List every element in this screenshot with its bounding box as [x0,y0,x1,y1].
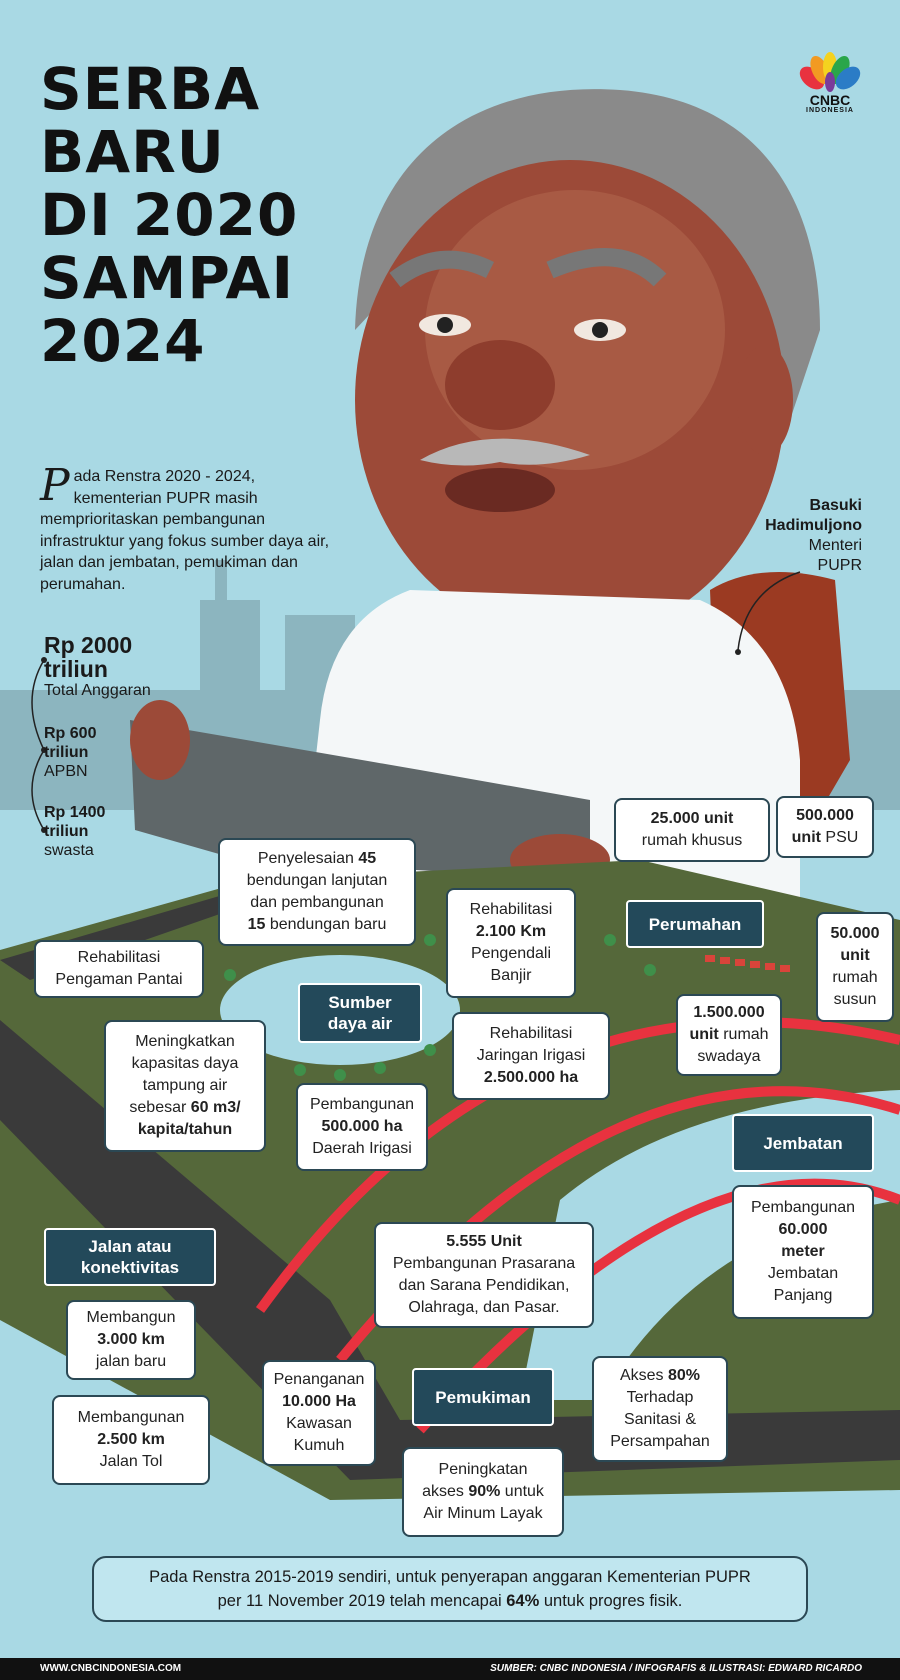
title-line: 2024 [40,307,206,375]
footer-note [92,1556,808,1622]
header-sumber-daya-air [298,983,422,1043]
value: 500.000 [796,807,854,824]
text: Penanganan [273,1371,365,1388]
text: tampung air [142,1077,228,1094]
text: dan pembangunan [250,894,384,911]
box-psu [776,796,874,858]
text: Rehabilitasi [77,949,161,966]
text: per 11 November 2019 telah mencapai [217,1592,507,1610]
box-prasarana [374,1222,594,1328]
text: Sumber [328,993,392,1012]
budget-swasta-value: Rp 1400 [44,804,106,821]
text: Sanitasi & [623,1411,697,1428]
header-perumahan: Perumahan [626,900,764,948]
text: konektivitas [80,1258,180,1277]
value: 60 m3/ [190,1099,241,1116]
text: Pengaman Pantai [55,971,183,988]
box-air-minum [402,1447,564,1537]
text: untuk [500,1483,544,1500]
text: rumah [832,969,878,986]
text: Pengendali [470,945,552,962]
value: 1.500.000 [693,1004,765,1021]
title-line: SERBA [40,55,261,123]
value: 15 [247,916,266,933]
text: Air Minum Layak [423,1505,543,1522]
box-kapasitas [104,1020,266,1152]
text: daya air [327,1014,393,1033]
text: Pada Renstra 2015-2019 sendiri, untuk penyerapan anggaran Kementerian PUPR [149,1568,751,1586]
text: Daerah Irigasi [312,1140,412,1157]
budget-swasta-unit: triliun [44,823,89,840]
person-caption [765,496,862,576]
bottom-bar [0,1658,900,1680]
box-pantai [34,940,204,998]
title-line: BARU [40,118,225,186]
budget-total-value: Rp 2000 [44,632,133,658]
value: unit [689,1026,719,1043]
text: Rehabilitasi [469,901,553,918]
text: bendungan baru [265,916,387,933]
text: untuk progres fisik. [539,1592,683,1610]
text: Olahraga, dan Pasar. [408,1299,560,1316]
value: 500.000 ha [321,1118,403,1135]
box-jalan-baru [66,1300,196,1380]
text: rumah [718,1026,769,1043]
text: Pembangunan [750,1199,856,1216]
value: 2.100 Km [475,923,547,940]
text: Jembatan [767,1265,839,1282]
site-url: WWW.CNBCINDONESIA.COM [40,1663,182,1674]
box-bendungan [218,838,416,946]
text: Kumuh [293,1437,345,1454]
box-irigasi-bangun [296,1083,428,1171]
box-irigasi-rehab [452,1012,610,1100]
text: Panjang [773,1287,833,1304]
text: swadaya [697,1048,761,1065]
value: unit [791,829,821,846]
value: 2.500.000 ha [483,1069,579,1086]
budget-apbn-unit: triliun [44,744,89,761]
logo-sub: INDONESIA [806,107,854,114]
value: unit [840,947,870,964]
text: Pembangunan Prasarana [392,1255,576,1272]
text: kapasitas daya [131,1055,239,1072]
box-banjir [446,888,576,998]
text: Persampahan [610,1433,710,1450]
text: bendungan lanjutan [246,872,388,889]
value: 90% [468,1483,501,1500]
budget-total-unit: triliun [44,656,108,682]
value: 3.000 km [97,1331,165,1348]
budget-apbn-label: APBN [44,763,88,780]
source-credit: SUMBER: CNBC INDONESIA / INFOGRAFIS & ILUSTRASI: EDWARD RICARDO [490,1663,862,1674]
text: jalan baru [95,1353,167,1370]
text: Jaringan Irigasi [476,1047,586,1064]
budget-swasta [44,803,105,860]
box-rumah-khusus [614,798,770,862]
box-rumah-swadaya [676,994,782,1076]
budget-total-label: Total Anggaran [44,682,151,699]
text: Akses [619,1367,668,1384]
person-name: Basuki [809,497,862,514]
text: sebesar [129,1099,191,1116]
text: dan Sarana Pendidikan, [398,1277,570,1294]
title-line: DI 2020 [40,181,299,249]
cnbc-logo [790,52,870,114]
text: rumah khusus [641,832,743,849]
value: 25.000 unit [650,810,734,827]
page-title [40,55,350,375]
intro-text: ada Renstra 2020 - 2024, kementerian PUPR masih memprioritaskan pembangunan infrastruktur yang fokus sumber daya air, jalan dan jembatan, pemukiman dan perumahan. [40,468,330,593]
value: meter [781,1243,825,1260]
header-pemukiman: Pemukiman [412,1368,554,1426]
dropcap: P [40,460,70,511]
intro-paragraph [40,460,340,595]
text: susun [833,991,877,1008]
value: 50.000 [830,925,880,942]
value: 45 [358,850,377,867]
person-role: PUPR [817,557,862,574]
text: PSU [820,829,859,846]
value: 80% [667,1367,701,1384]
text: Jalan Tol [99,1453,163,1470]
value: kapita/tahun [137,1121,233,1138]
text: Pembangunan [309,1096,415,1113]
peacock-icon [798,52,862,92]
text: Peningkatan [438,1461,528,1478]
text: Kawasan [286,1415,352,1432]
value: 5.555 Unit [446,1233,522,1250]
box-jembatan-panjang [732,1185,874,1319]
value: 10.000 Ha [282,1393,356,1410]
budget-swasta-label: swasta [44,842,94,859]
value: 2.500 km [97,1431,165,1448]
text: Membangun [86,1309,176,1326]
budget-apbn [44,724,96,781]
title-line: SAMPAI [40,244,295,312]
text: Rehabilitasi [489,1025,573,1042]
text: Membangunan [77,1409,185,1426]
text: Meningkatkan [135,1033,235,1050]
box-jalan-tol [52,1395,210,1485]
text: Jalan atau [88,1237,172,1256]
text: Banjir [490,967,532,984]
budget-apbn-value: Rp 600 [44,725,97,742]
text: Terhadap [626,1389,694,1406]
box-kawasan-kumuh [262,1360,376,1466]
value: 64% [506,1592,540,1610]
value: 60.000 [778,1221,828,1238]
text: Penyelesaian [257,850,359,867]
person-name: Hadimuljono [765,517,862,534]
logo-name: CNBC [809,92,851,108]
header-jembatan: Jembatan [732,1114,874,1172]
box-rumah-susun [816,912,894,1022]
header-jalan [44,1228,216,1286]
box-sanitasi [592,1356,728,1462]
text: akses [422,1483,469,1500]
person-role: Menteri [808,537,862,554]
budget-total [44,633,151,700]
